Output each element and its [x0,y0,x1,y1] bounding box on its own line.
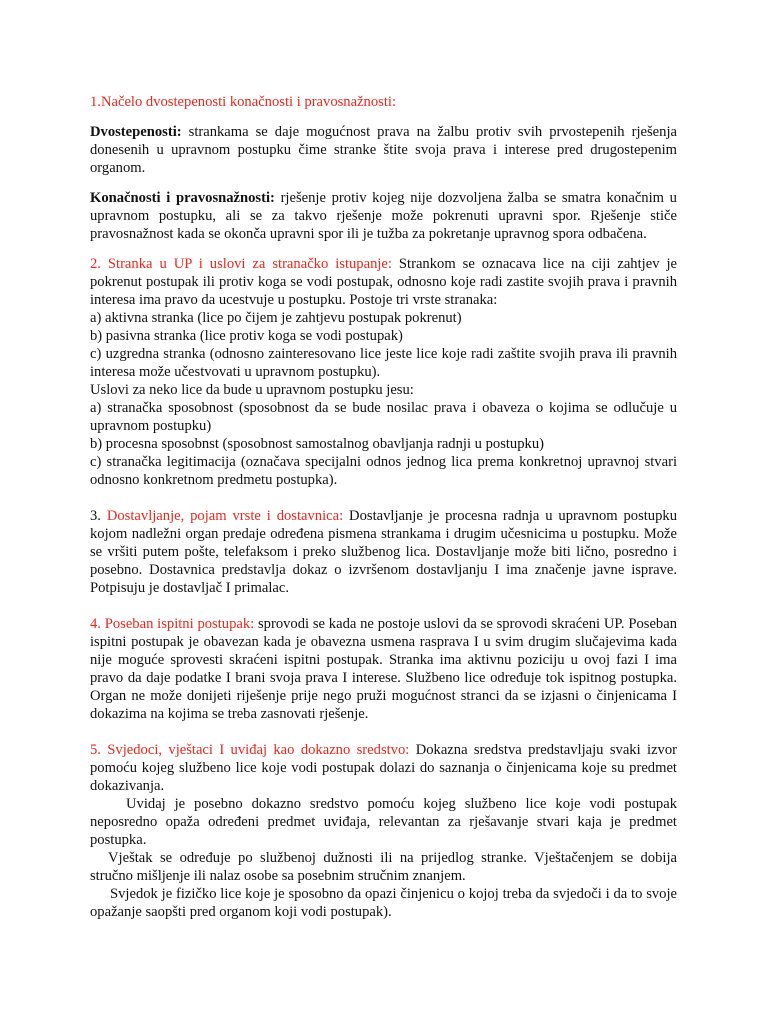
section-1-paragraph-dvostepenosti [90,123,677,177]
section-3-title: Dostavljanje, pojam vrste i dostavnica: [106,508,344,524]
paragraph-vjestak: Vještak se određuje po službenoj dužnosti ili na prijedlog stranke. Vještačenjem se dobija stručno mišljenje ili nalaz osobe sa posebnim stručnim znanjem. [90,850,677,884]
paragraph-svjedok: Svjedok je fizičko lice koje je sposobno da opazi činjenicu o kojoj treba da svjedoči i da to svoje opažanje saopšti pred organom koji vodi postupak). [90,886,677,920]
section-5-text: Dokazna sredstva predstavljaju svaki izvor pomoću kojeg službeno lice koje vodi postupak dolazi do saznanja o činjenicama koje su predmet dokazivanja. [90,742,677,794]
section-5 [90,741,677,921]
term-dvostepenosti: Dvostepenosti: [90,124,182,140]
conditions-heading: Uslovi za neko lice da bude u upravnom postupku jesu: [90,382,414,398]
section-1-paragraph-konacnosti [90,189,677,243]
text-konacnosti: rješenje protiv kojeg nije dozvoljena žalba se smatra konačnim u upravnom postupku, ali se za takvo rješenje može pokrenuti upravni spor. Rješenje stiče pravosnažnost kada se okonča upravni spor ili je tužba za pokretanje upravnog spora odbačena. [90,190,677,242]
section-3-text: Dostavljanje je procesna radnja u upravnom postupku kojom nadležni organ predaje određena pismena strankama i drugim učesnicima u postupku. Može se vršiti putem pošte, telefaksom i preko službenog lica. Dostavljanje može biti lično, posredno i posebno. Dostavnica predstavlja dokaz o izvršenom dostavljanju I ima značenje javne isprave. Potpisuju je dostavljač I primalac. [90,508,677,596]
list-item: c) uzgredna stranka (odnosno zainteresovano lice jeste lice koje radi zaštite svojih prava ili pravnih interesa može učestvovati u upravnom postupku). [90,346,677,380]
section-4-title: 4. Poseban ispitni postupak: [90,616,255,632]
section-2 [90,255,677,489]
section-1-title: 1.Načelo dvostepenosti konačnosti i pravosnažnosti: [90,94,396,110]
list-item: b) pasivna stranka (lice protiv koga se vodi postupak) [90,328,403,344]
section-4-paragraph [90,615,677,723]
section-2-intro [90,255,677,309]
section-3-number: 3. [90,508,107,524]
section-4-text: sprovodi se kada ne postoje uslovi da se sprovodi skraćeni UP. Poseban ispitni postupak je obavezan kada je obavezna usmena rasprava I u svim drugim slučajevima kada nije moguće sprovesti skraćeni ispitni postupak. Stranka ima aktivnu poziciju u ovoj fazi I ima pravo da daje podatke I brani svoja prava I interese. Službeno lice određuje tok ispitnog postupka. Organ ne može donijeti riješenje prije nego pruži mogućnost stranci da se izjasni o činjenicama I dokazima na kojima se treba zasnovati rješenje. [90,616,677,722]
section-3-paragraph [90,507,677,597]
text-dvostepenosti: strankama se daje mogućnost prava na žalbu protiv svih prvostepenih rješenja donesenih u upravnom postupku čime stranke štite svoja prava i interese pred drugostepenim organom. [90,124,677,176]
list-item: a) aktivna stranka (lice po čijem je zahtjevu postupak pokrenut) [90,310,462,326]
section-5-intro [90,741,677,795]
section-2-title: 2. Stranka u UP i uslovi za stranačko istupanje: [90,256,392,272]
list-item: b) procesna sposobnst (sposobnost samostalnog obavljanja radnji u postupku) [90,436,544,452]
section-2-intro-text: Strankom se oznacava lice na ciji zahtjev je pokrenut postupak ili protiv koga se vodi postupak, odnosno koje radi zastite svojih prava i pravnih interesa ima pravo da ucestvuje u postupku. Postoje tri vrste stranaka: [90,256,677,308]
section-5-title: 5. Svjedoci, vještaci I uviđaj kao dokazno sredstvo: [90,742,410,758]
document-page [90,93,677,921]
term-konacnosti: Konačnosti i pravosnažnosti: [90,190,275,206]
paragraph-uvidaj: Uvidaj je posebno dokazno sredstvo pomoću kojeg službeno lice koje vodi postupak neposredno opaža određeni predmet uviđaja, relevantan za rješavanje stvari kaja je predmet postupka. [90,796,677,848]
list-item: a) stranačka sposobnost (sposobnost da se bude nosilac prava i obaveza o kojima se odlučuje u upravnom postupku) [90,400,677,434]
list-item: c) stranačka legitimacija (označava specijalni odnos jednog lica prema konkretnoj upravnoj stvari odnosno konkretnom predmetu postupka). [90,454,677,488]
